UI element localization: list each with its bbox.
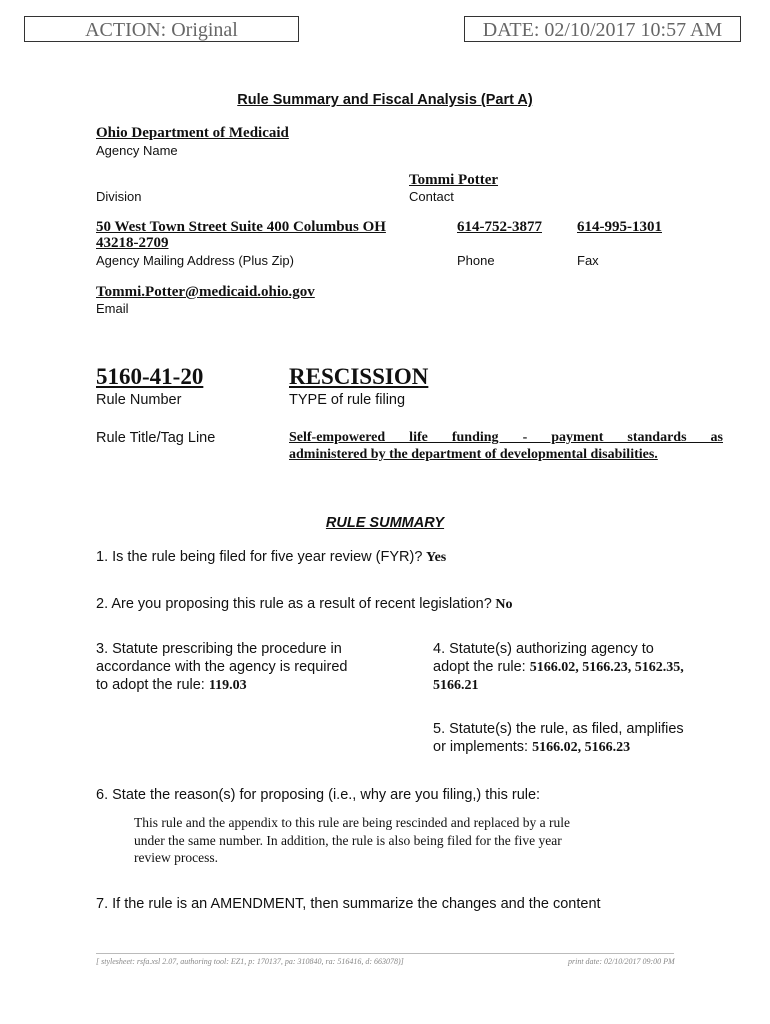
contact-name: Tommi Potter	[409, 172, 499, 188]
question-4	[433, 640, 684, 695]
answer-6	[134, 814, 570, 867]
question-6: 6. State the reason(s) for proposing (i.e., why are you filing,) this rule:	[96, 787, 541, 803]
page-title: Rule Summary and Fiscal Analysis (Part A)	[237, 92, 533, 108]
question-3-line2: accordance with the agency is required	[96, 659, 348, 675]
rule-type: RESCISSION	[289, 364, 429, 389]
rule-summary-heading: RULE SUMMARY	[325, 515, 445, 531]
email-address: Tommi.Potter@medicaid.ohio.gov	[96, 284, 315, 300]
action-box	[24, 16, 299, 42]
answer-3: 119.03	[208, 678, 247, 693]
question-5-line1: 5. Statute(s) the rule, as filed, amplifies	[433, 721, 684, 737]
fax-number: 614-995-1301	[577, 219, 662, 235]
address-line2: 43218-2709	[96, 235, 169, 251]
action-text: ACTION: Original	[85, 19, 238, 41]
question-3	[96, 640, 347, 695]
agency-name: Ohio Department of Medicaid	[96, 125, 289, 141]
question-2-text: 2. Are you proposing this rule as a result of recent legislation?	[96, 596, 492, 612]
agency-name-label: Agency Name	[96, 143, 178, 158]
contact-label: Contact	[409, 189, 454, 204]
address-label: Agency Mailing Address (Plus Zip)	[96, 253, 294, 268]
answer-1: Yes	[426, 550, 447, 565]
question-1	[96, 548, 446, 567]
answer-2: No	[495, 597, 513, 612]
rule-type-label: TYPE of rule filing	[289, 392, 406, 408]
rule-title-line2: administered by the department of developmental disabilities.	[289, 447, 658, 462]
footer-print-date: print date: 02/10/2017 09:00 PM	[568, 957, 675, 966]
question-5	[433, 720, 684, 757]
question-1-text: 1. Is the rule being filed for five year review (FYR)?	[96, 549, 423, 565]
footer-stylesheet-info: [ stylesheet: rsfa.xsl 2.07, authoring tool: EZ1, p: 170137, pa: 310840, ra: 516416, d: 663078)]	[96, 957, 404, 966]
question-3-line1: 3. Statute prescribing the procedure in	[96, 641, 342, 657]
answer-6-line2: under the same number. In addition, the rule is also being filed for the five year	[134, 832, 562, 848]
footer-divider	[96, 953, 674, 954]
division-label: Division	[96, 189, 142, 204]
answer-6-line3: review process.	[134, 850, 218, 865]
answer-4-line1: 5166.02, 5166.23, 5162.35,	[529, 660, 684, 675]
rule-number: 5160-41-20	[96, 364, 204, 389]
question-2	[96, 595, 513, 614]
question-4-line2: adopt the rule:	[433, 659, 526, 675]
answer-4-line2: 5166.21	[433, 678, 479, 693]
answer-5: 5166.02, 5166.23	[532, 740, 631, 755]
rule-title-label: Rule Title/Tag Line	[96, 430, 216, 446]
question-3-line3: to adopt the rule:	[96, 677, 205, 693]
date-text: DATE: 02/10/2017 10:57 AM	[482, 19, 723, 41]
address-line1: 50 West Town Street Suite 400 Columbus OH	[96, 219, 386, 235]
date-box	[464, 16, 741, 42]
answer-6-line1: This rule and the appendix to this rule are being rescinded and replaced by a rule	[134, 815, 570, 830]
rule-title-line1: Self-empowered life funding - payment standards as	[289, 430, 723, 445]
question-4-line1: 4. Statute(s) authorizing agency to	[433, 641, 654, 657]
question-7: 7. If the rule is an AMENDMENT, then summarize the changes and the content	[96, 896, 601, 912]
fax-label: Fax	[577, 253, 599, 268]
rule-number-label: Rule Number	[96, 392, 182, 408]
phone-label: Phone	[457, 253, 495, 268]
phone-number: 614-752-3877	[457, 219, 542, 235]
question-5-line2: or implements:	[433, 739, 529, 755]
email-label: Email	[96, 301, 129, 316]
